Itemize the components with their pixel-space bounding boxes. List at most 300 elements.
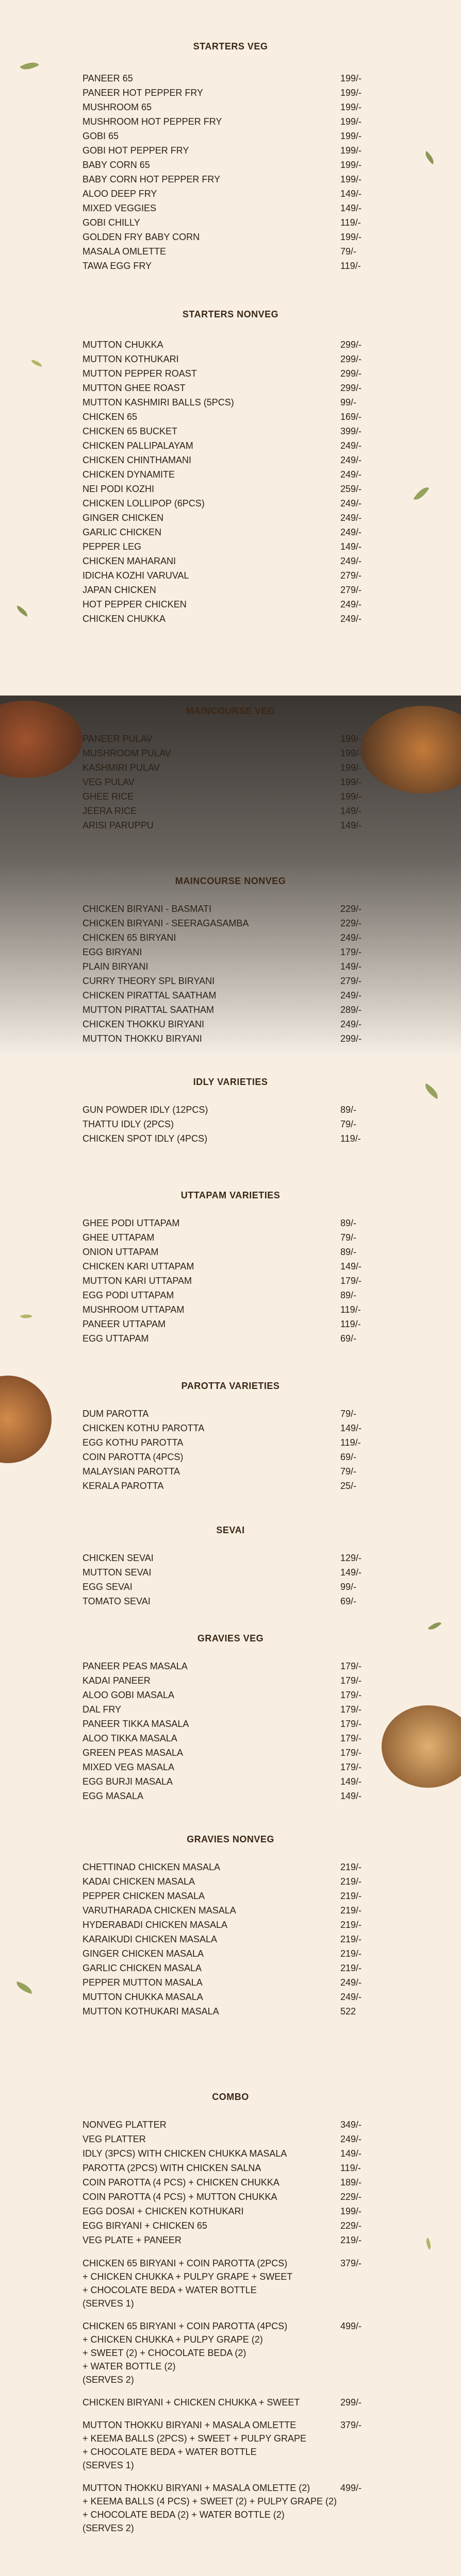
item-price: 219/-: [340, 1861, 362, 1872]
item-price: 499/-: [340, 2483, 362, 2493]
item-name: GHEE UTTAPAM: [83, 1232, 155, 1243]
leaf-decoration: [414, 484, 430, 503]
section-title: SEVAI: [216, 1525, 245, 1535]
item-price: 299/-: [340, 368, 362, 379]
item-price: 249/-: [340, 613, 362, 624]
menu-item: [83, 1103, 382, 1117]
menu-item: [83, 1946, 382, 1961]
item-name: GREEN PEAS MASALA: [83, 1747, 184, 1758]
item-price: 249/-: [340, 527, 362, 537]
menu-item: [83, 525, 382, 539]
item-name: VEG PULAV: [83, 776, 135, 787]
item-name: CHICKEN KOTHU PAROTTA: [83, 1422, 205, 1433]
item-name: ARISI PARUPPU: [83, 820, 154, 831]
item-price: 279/-: [340, 584, 362, 595]
menu-item: [83, 1961, 382, 1975]
item-price: 79/-: [340, 246, 357, 257]
combo-line: + KEEMA BALLS (2PCS) + SWEET + PULPY GRAPE: [83, 2433, 307, 2444]
item-price: 249/-: [340, 469, 362, 480]
item-name: BABY CORN HOT PEPPER FRY: [83, 174, 221, 184]
item-price: 149/-: [340, 541, 362, 552]
combo-item: [83, 2257, 382, 2310]
item-price: 179/-: [340, 1718, 362, 1729]
menu-item: [83, 945, 382, 959]
menu-item: [83, 804, 382, 818]
item-name: DAL FRY: [83, 1704, 122, 1715]
menu-item: [83, 1745, 382, 1760]
item-price: 179/-: [340, 1689, 362, 1700]
item-name: EGG SEVAI: [83, 1581, 133, 1592]
item-name: IDICHA KOZHI VARUVAL: [83, 570, 189, 581]
menu-item: [83, 129, 382, 143]
item-name: MUTTON KOTHUKARI: [83, 353, 179, 364]
item-price: 279/-: [340, 570, 362, 581]
menu-item: [83, 1230, 382, 1245]
item-price: 179/-: [340, 1660, 362, 1671]
food-photo: [382, 1705, 461, 1788]
item-price: 249/-: [340, 498, 362, 509]
item-name: MUTTON KOTHUKARI MASALA: [83, 2006, 219, 2016]
item-price: 229/-: [340, 2220, 362, 2231]
menu-item: [83, 2204, 382, 2218]
item-price: 199/-: [340, 733, 362, 744]
menu-item: [83, 158, 382, 172]
item-name: JEERA RICE: [83, 805, 137, 816]
menu-item: [83, 760, 382, 775]
menu-item: [83, 1479, 382, 1493]
item-name: CHICKEN KARI UTTAPAM: [83, 1261, 194, 1272]
section-title: UTTAPAM VARIETIES: [180, 1190, 281, 1200]
menu-item: [83, 1580, 382, 1594]
item-name: GHEE RICE: [83, 791, 134, 802]
menu-item: [83, 1464, 382, 1479]
item-name: ALOO TIKKA MASALA: [83, 1733, 177, 1743]
menu-item: [83, 2161, 382, 2175]
section-title: COMBO: [212, 2092, 249, 2102]
menu-item: [83, 2218, 382, 2233]
menu-item: [83, 482, 382, 496]
combo-item: [83, 2319, 382, 2386]
item-price: 119/-: [340, 1318, 361, 1329]
item-name: CHICKEN CHINTHAMANI: [83, 454, 192, 465]
item-price: 79/-: [340, 1408, 357, 1419]
menu-item: [83, 1317, 382, 1331]
menu-item: [83, 1245, 382, 1259]
item-price: 249/-: [340, 440, 362, 451]
menu-item: [83, 789, 382, 804]
item-name: CHICKEN PALLIPALAYAM: [83, 440, 193, 451]
menu-item: [83, 352, 382, 366]
menu-item: [83, 1903, 382, 1918]
item-price: 149/-: [340, 202, 362, 213]
combo-line: + KEEMA BALLS (4 PCS) + SWEET (2) + PULPY GRAPE (2): [83, 2496, 337, 2506]
menu-item: [83, 337, 382, 352]
combo-item: [83, 2481, 382, 2535]
item-price: 249/-: [340, 1977, 362, 1988]
menu-item: [83, 1551, 382, 1565]
menu-item: [83, 172, 382, 187]
item-name: GOBI 65: [83, 130, 119, 141]
menu-item: [83, 1760, 382, 1774]
item-name: CHICKEN 65 BIRYANI: [83, 932, 176, 943]
item-name: MUSHROOM PULAV: [83, 748, 171, 758]
item-price: 249/-: [340, 555, 362, 566]
item-name: CHICKEN MAHARANI: [83, 555, 176, 566]
item-name: MIXED VEGGIES: [83, 202, 157, 213]
item-price: 219/-: [340, 1934, 362, 1944]
section-title: GRAVIES NONVEG: [187, 1834, 274, 1844]
item-name: CHICKEN THOKKU BIRYANI: [83, 1019, 205, 1029]
menu-item: [83, 1331, 382, 1346]
menu-item: [83, 2004, 382, 2019]
item-price: 349/-: [340, 2119, 362, 2130]
menu-item: [83, 424, 382, 438]
item-price: 199/-: [340, 231, 362, 242]
item-price: 179/-: [340, 1761, 362, 1772]
item-name: PANEER PEAS MASALA: [83, 1660, 188, 1671]
item-name: CHICKEN CHUKKA: [83, 613, 166, 624]
item-price: 199/-: [340, 159, 362, 170]
item-name: CURRY THEORY SPL BIRYANI: [83, 975, 215, 986]
item-name: PEPPER LEG: [83, 541, 142, 552]
item-price: 69/-: [340, 1451, 357, 1462]
item-price: 199/-: [340, 748, 362, 758]
leaf-decoration: [423, 2238, 434, 2250]
menu-item: [83, 201, 382, 215]
item-name: MUTTON CHUKKA MASALA: [83, 1991, 203, 2002]
item-name: MUSHROOM UTTAPAM: [83, 1304, 185, 1315]
item-price: 179/-: [340, 1704, 362, 1715]
item-name: COIN PAROTTA (4 PCS) + CHICKEN CHUKKA: [83, 2177, 279, 2188]
leaf-decoration: [20, 58, 39, 74]
combo-line: + WATER BOTTLE (2): [83, 2361, 176, 2371]
item-name: VEG PLATE + PANEER: [83, 2234, 182, 2245]
item-name: JAPAN CHICKEN: [83, 584, 156, 595]
menu-item: [83, 143, 382, 158]
item-name: GOBI CHILLY: [83, 217, 140, 228]
menu-item: [83, 1717, 382, 1731]
combo-line: CHICKEN BIRYANI + CHICKEN CHUKKA + SWEET: [83, 2397, 300, 2408]
item-price: 99/-: [340, 397, 357, 408]
menu-item: [83, 259, 382, 273]
item-price: 179/-: [340, 1747, 362, 1758]
menu-item: [83, 902, 382, 916]
menu-item: [83, 1017, 382, 1031]
menu-item: [83, 1216, 382, 1230]
item-name: CHICKEN BIRYANI - BASMATI: [83, 903, 212, 914]
leaf-decoration: [422, 151, 437, 164]
menu-item: [83, 1889, 382, 1903]
item-name: KASHMIRI PULAV: [83, 762, 160, 773]
section-title: GRAVIES VEG: [197, 1633, 264, 1643]
section-title: IDLY VARIETIES: [193, 1077, 268, 1087]
item-price: 379/-: [340, 2258, 362, 2268]
item-price: 179/-: [340, 1675, 362, 1686]
item-name: MUTTON PEPPER ROAST: [83, 368, 197, 379]
item-name: GARLIC CHICKEN MASALA: [83, 1962, 202, 1973]
menu-item: [83, 1131, 382, 1146]
item-name: ALOO DEEP FRY: [83, 188, 157, 199]
item-name: KADAI PANEER: [83, 1675, 151, 1686]
combo-line: (SERVES 2): [83, 2375, 134, 2385]
item-price: 199/-: [340, 130, 362, 141]
item-name: VARUTHARADA CHICKEN MASALA: [83, 1905, 236, 1916]
item-name: MALAYSIAN PAROTTA: [83, 1466, 180, 1477]
item-price: 149/-: [340, 188, 362, 199]
combo-line: CHICKEN 65 BIRYANI + COIN PAROTTA (4PCS): [83, 2321, 288, 2331]
menu-item: [83, 1731, 382, 1745]
menu-item: [83, 583, 382, 597]
item-price: 149/-: [340, 1790, 362, 1801]
menu-item: [83, 612, 382, 626]
item-name: GOBI HOT PEPPER FRY: [83, 145, 189, 156]
item-price: 149/-: [340, 1422, 362, 1433]
menu-item: [83, 1259, 382, 1274]
item-price: 219/-: [340, 1905, 362, 1916]
item-name: MUTTON THOKKU BIRYANI: [83, 1033, 202, 1044]
item-name: MUTTON PIRATTAL SAATHAM: [83, 1004, 215, 1015]
menu-item: [83, 1274, 382, 1288]
item-name: EGG PODI UTTAPAM: [83, 1290, 174, 1300]
menu-item: [83, 438, 382, 453]
menu-item: [83, 988, 382, 1003]
menu-item: [83, 974, 382, 988]
item-name: MUSHROOM 65: [83, 101, 152, 112]
item-name: KARAIKUDI CHICKEN MASALA: [83, 1934, 218, 1944]
item-price: 69/-: [340, 1596, 357, 1606]
item-name: VEG PLATTER: [83, 2133, 146, 2144]
item-price: 279/-: [340, 975, 362, 986]
menu-item: [83, 244, 382, 259]
menu-item: [83, 366, 382, 381]
item-price: 89/-: [340, 1290, 357, 1300]
menu-item: [83, 1406, 382, 1421]
combo-line: (SERVES 1): [83, 2460, 134, 2470]
item-price: 179/-: [340, 1275, 362, 1286]
item-price: 299/-: [340, 1033, 362, 1044]
combo-line: + CHICKEN CHUKKA + PULPY GRAPE (2): [83, 2334, 263, 2345]
item-price: 149/-: [340, 2148, 362, 2159]
menu-item: [83, 1918, 382, 1932]
menu-item: [83, 1435, 382, 1450]
item-price: 199/-: [340, 762, 362, 773]
item-price: 249/-: [340, 990, 362, 1001]
menu-item: [83, 1932, 382, 1946]
menu-item: [83, 959, 382, 974]
item-price: 89/-: [340, 1246, 357, 1257]
item-price: 219/-: [340, 1876, 362, 1887]
menu-item: [83, 1117, 382, 1131]
menu-item: [83, 1594, 382, 1608]
menu-item: [83, 230, 382, 244]
combo-line: CHICKEN 65 BIRYANI + COIN PAROTTA (2PCS): [83, 2258, 288, 2268]
item-name: MUTTON KASHMIRI BALLS (5PCS): [83, 397, 234, 408]
menu-item: [83, 187, 382, 201]
item-name: MUTTON CHUKKA: [83, 339, 163, 350]
item-price: 499/-: [340, 2321, 362, 2331]
menu-item: [83, 1688, 382, 1702]
item-price: 299/-: [340, 353, 362, 364]
leaf-decoration: [30, 360, 42, 367]
section-title: PAROTTA VARIETIES: [181, 1381, 280, 1391]
item-name: PANEER UTTAPAM: [83, 1318, 166, 1329]
menu-item: [83, 2117, 382, 2132]
item-name: CHICKEN 65: [83, 411, 138, 422]
menu-item: [83, 916, 382, 930]
menu-item: [83, 746, 382, 760]
item-price: 119/-: [340, 260, 361, 271]
item-price: 249/-: [340, 512, 362, 523]
menu-item: [83, 1673, 382, 1688]
menu-item: [83, 554, 382, 568]
menu-item: [83, 496, 382, 511]
item-name: CHICKEN BIRYANI - SEERAGASAMBA: [83, 918, 249, 928]
item-price: 199/-: [340, 87, 362, 98]
item-name: PAROTTA (2PCS) WITH CHICKEN SALNA: [83, 2162, 261, 2173]
item-name: EGG BURJI MASALA: [83, 1776, 173, 1787]
leaf-decoration: [20, 1312, 32, 1321]
item-price: 129/-: [340, 1552, 362, 1563]
combo-line: (SERVES 2): [83, 2523, 134, 2533]
item-name: KERALA PAROTTA: [83, 1480, 164, 1491]
item-name: THATTU IDLY (2PCS): [83, 1118, 174, 1129]
combo-line: + CHOCOLATE BEDA (2) + WATER BOTTLE (2): [83, 2510, 285, 2520]
menu-item: [83, 1421, 382, 1435]
menu-item: [83, 568, 382, 583]
combo-line: MUTTON THOKKU BIRYANI + MASALA OMLETTE (2): [83, 2483, 310, 2493]
menu-item: [83, 410, 382, 424]
item-name: EGG BIRYANI: [83, 946, 142, 957]
menu-item: [83, 1860, 382, 1874]
item-price: 229/-: [340, 2191, 362, 2202]
item-price: 229/-: [340, 918, 362, 928]
item-price: 69/-: [340, 1333, 357, 1344]
item-price: 199/-: [340, 776, 362, 787]
leaf-decoration: [428, 1619, 442, 1633]
item-price: 289/-: [340, 1004, 362, 1015]
item-price: 199/-: [340, 101, 362, 112]
menu-item: [83, 71, 382, 86]
item-price: 299/-: [340, 2397, 362, 2408]
item-name: PANEER HOT PEPPER FRY: [83, 87, 204, 98]
item-name: PANEER TIKKA MASALA: [83, 1718, 189, 1729]
item-price: 249/-: [340, 932, 362, 943]
item-name: ALOO GOBI MASALA: [83, 1689, 175, 1700]
menu-item: [83, 2146, 382, 2161]
menu-item: [83, 818, 382, 833]
combo-line: (SERVES 1): [83, 2298, 134, 2309]
item-name: IDLY (3PCS) WITH CHICKEN CHUKKA MASALA: [83, 2148, 287, 2159]
item-name: ONION UTTAPAM: [83, 1246, 159, 1257]
item-price: 219/-: [340, 1948, 362, 1959]
item-price: 199/-: [340, 73, 362, 83]
menu-item: [83, 930, 382, 945]
menu-item: [83, 1565, 382, 1580]
section-title: STARTERS NONVEG: [182, 309, 279, 319]
item-price: 119/-: [340, 1133, 361, 1144]
menu-item: [83, 732, 382, 746]
item-name: PEPPER MUTTON MASALA: [83, 1977, 203, 1988]
item-name: DUM PAROTTA: [83, 1408, 149, 1419]
item-price: 259/-: [340, 483, 362, 494]
menu-item: [83, 100, 382, 114]
menu-item: [83, 1990, 382, 2004]
item-name: MUTTON GHEE ROAST: [83, 382, 186, 393]
item-price: 199/-: [340, 174, 362, 184]
item-price: 79/-: [340, 1232, 357, 1243]
menu-item: [83, 1031, 382, 1046]
item-price: 189/-: [340, 2177, 362, 2188]
item-name: NEI PODI KOZHI: [83, 483, 155, 494]
item-price: 119/-: [340, 1304, 361, 1315]
menu-item: [83, 86, 382, 100]
item-name: EGG BIRYANI + CHICKEN 65: [83, 2220, 207, 2231]
item-name: GHEE PODI UTTAPAM: [83, 1217, 180, 1228]
item-name: CHICKEN 65 BUCKET: [83, 426, 178, 436]
menu-item: [83, 1702, 382, 1717]
item-name: PLAIN BIRYANI: [83, 961, 149, 972]
item-name: COIN PAROTTA (4PCS): [83, 1451, 184, 1462]
item-name: GINGER CHICKEN: [83, 512, 164, 523]
menu-item: [83, 1774, 382, 1789]
item-name: PANEER PULAV: [83, 733, 153, 744]
item-price: 299/-: [340, 382, 362, 393]
menu-item: [83, 511, 382, 525]
item-price: 199/-: [340, 791, 362, 802]
item-name: KADAI CHICKEN MASALA: [83, 1876, 195, 1887]
item-name: CHETTINAD CHICKEN MASALA: [83, 1861, 221, 1872]
menu-item: [83, 2132, 382, 2146]
item-price: 522: [340, 2006, 356, 2016]
item-name: PEPPER CHICKEN MASALA: [83, 1890, 205, 1901]
item-price: 179/-: [340, 946, 362, 957]
item-price: 25/-: [340, 1480, 357, 1491]
item-price: 149/-: [340, 1567, 362, 1578]
menu-item: [83, 2233, 382, 2247]
leaf-decoration: [15, 605, 30, 617]
item-price: 119/-: [340, 217, 361, 228]
item-price: 89/-: [340, 1104, 357, 1115]
item-price: 219/-: [340, 1890, 362, 1901]
item-price: 79/-: [340, 1466, 357, 1477]
item-name: CHICKEN PIRATTAL SAATHAM: [83, 990, 217, 1001]
item-name: CHICKEN LOLLIPOP (6PCS): [83, 498, 205, 509]
menu-item: [83, 453, 382, 467]
menu-item: [83, 2175, 382, 2190]
item-name: HYDERABADI CHICKEN MASALA: [83, 1919, 228, 1930]
menu-item: [83, 1659, 382, 1673]
item-price: 379/-: [340, 2420, 362, 2430]
item-name: NONVEG PLATTER: [83, 2119, 167, 2130]
item-name: EGG DOSAI + CHICKEN KOTHUKARI: [83, 2206, 244, 2216]
item-name: MUTTON SEVAI: [83, 1567, 152, 1578]
menu-item: [83, 775, 382, 789]
item-name: TOMATO SEVAI: [83, 1596, 151, 1606]
item-name: MIXED VEG MASALA: [83, 1761, 175, 1772]
item-name: CHICKEN SPOT IDLY (4PCS): [83, 1133, 208, 1144]
leaf-decoration: [15, 1981, 34, 1994]
menu-item: [83, 1975, 382, 1990]
item-name: MUSHROOM HOT PEPPER FRY: [83, 116, 222, 127]
menu-item: [83, 597, 382, 612]
item-name: CHICKEN SEVAI: [83, 1552, 154, 1563]
combo-item: [83, 2418, 382, 2472]
item-name: EGG MASALA: [83, 1790, 144, 1801]
item-name: GARLIC CHICKEN: [83, 527, 162, 537]
menu-item: [83, 1302, 382, 1317]
combo-line: + CHOCOLATE BEDA + WATER BOTTLE: [83, 2285, 257, 2295]
item-price: 249/-: [340, 1991, 362, 2002]
